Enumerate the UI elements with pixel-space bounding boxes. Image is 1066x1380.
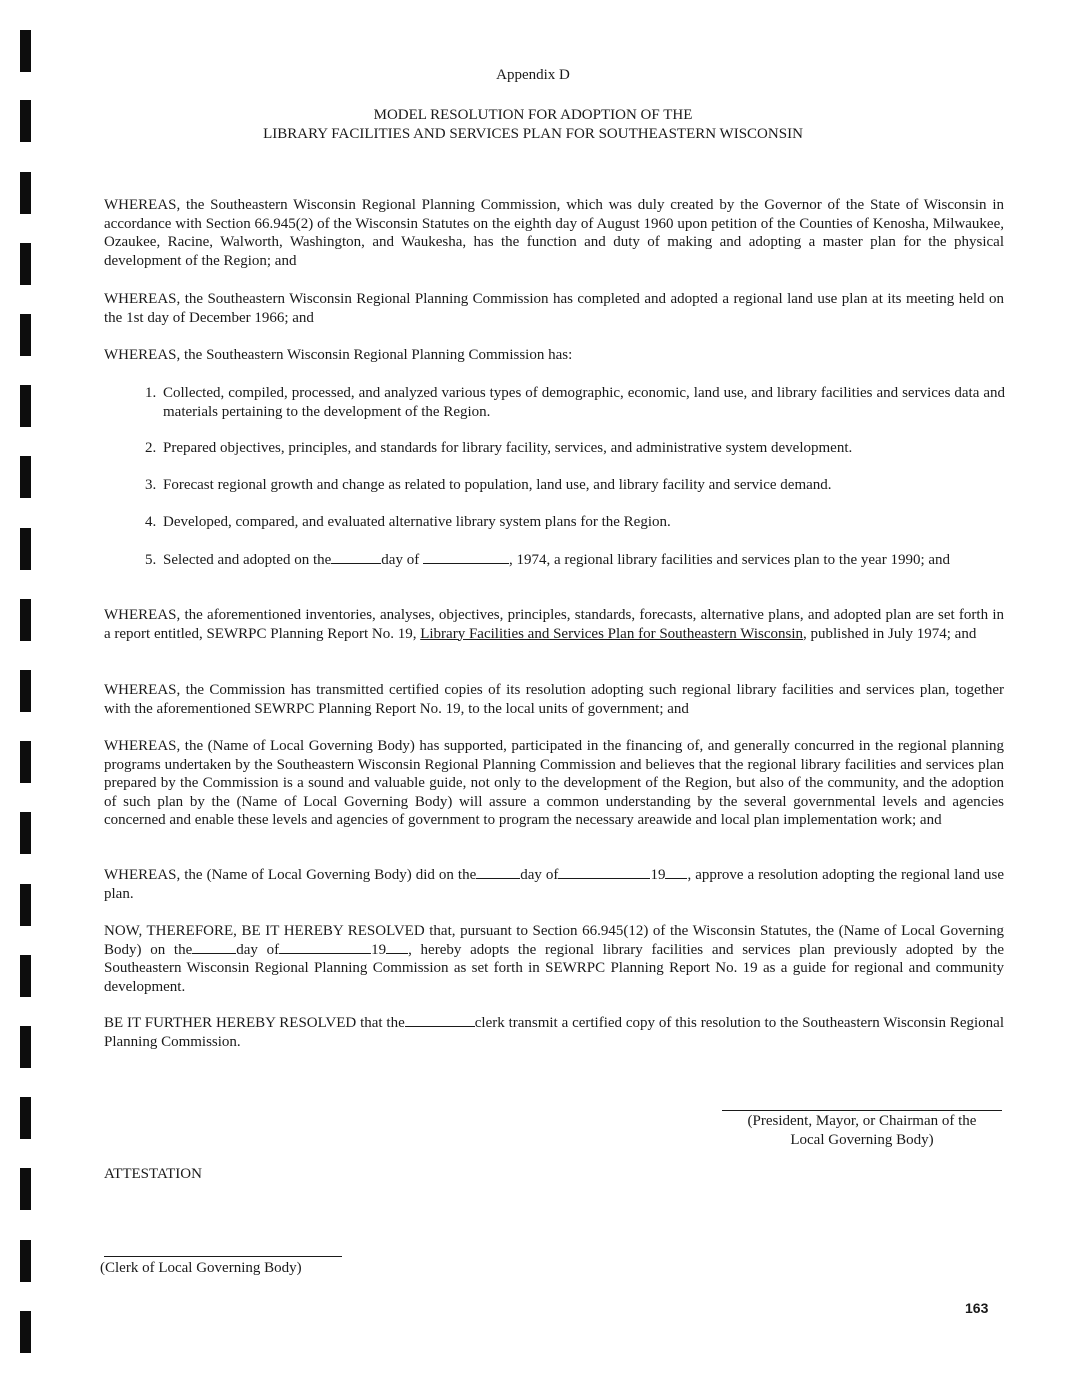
blank-field: [405, 1014, 475, 1027]
list-item-number: 5.: [145, 552, 157, 568]
binding-mark: [20, 884, 31, 926]
list-item-number: 2.: [145, 440, 157, 456]
binding-mark: [20, 670, 31, 712]
list-item: [145, 513, 1005, 532]
binding-mark: [20, 30, 31, 72]
page-number: 163: [965, 1300, 989, 1316]
blank-field: [331, 551, 381, 564]
list-item: [145, 439, 1005, 458]
list-item-number: 4.: [145, 514, 157, 530]
list-item-text: Selected and adopted on the day of , 1974, a regional library facilities and services plan to the year 1990; and: [163, 552, 951, 568]
appendix-label: Appendix D: [496, 67, 570, 83]
list-item-text: Prepared objectives, principles, and standards for library facility, services, and administrative system development.: [163, 440, 853, 456]
report-title: Library Facilities and Services Plan for Southeastern Wisconsin: [420, 625, 804, 642]
blank-field: [192, 941, 236, 954]
signature-line-president: [722, 1110, 1002, 1111]
whereas-paragraph-1: WHEREAS, the Southeastern Wisconsin Regional Planning Commission, which was duly created by the Governor of the State of Wisconsin in accordance with Section 66.945(2) of the Wisconsin Statutes on the eighth day of August 1960 upon petition of the Counties of Kenosha, Milwaukee, Ozaukee, Racine, Walworth, Washington, and Waukesha, has the function and duty of making and adopting a master plan for the physical development of the Region; and: [104, 197, 1004, 269]
further-resolved-paragraph: BE IT FURTHER HEREBY RESOLVED that the clerk transmit a certified copy of this resolution to the Southeastern Wisconsin Regional Planning Commission.: [104, 1015, 1004, 1050]
binding-mark: [20, 599, 31, 641]
list-item-text: Forecast regional growth and change as related to population, land use, and library facility and service demand.: [163, 477, 832, 493]
binding-mark: [20, 955, 31, 997]
binding-mark: [20, 456, 31, 498]
blank-field: [665, 866, 687, 879]
blank-field: [386, 941, 408, 954]
list-item-text: Collected, compiled, processed, and analyzed various types of demographic, economic, land use, and library facilities and services data and materials pertaining to the development of the Region.: [163, 385, 1005, 420]
binding-mark: [20, 528, 31, 570]
signature-line-clerk: [104, 1256, 342, 1257]
binding-mark: [20, 812, 31, 854]
blank-field: [279, 941, 371, 954]
list-item: [145, 384, 1005, 421]
document-title-line1: MODEL RESOLUTION FOR ADOPTION OF THE: [373, 107, 693, 123]
list-item-text: Developed, compared, and evaluated alternative library system plans for the Region.: [163, 514, 671, 530]
list-item-number: 1.: [145, 385, 157, 401]
whereas-paragraph-5: WHEREAS, the Commission has transmitted certified copies of its resolution adopting such regional library facilities and services plan, together with the aforementioned SEWRPC Planning Report No. 19, to the local units of government; and: [104, 682, 1004, 717]
binding-mark: [20, 385, 31, 427]
blank-field: [423, 551, 509, 564]
attestation-heading: ATTESTATION: [104, 1166, 202, 1182]
list-item: [145, 551, 1005, 570]
signature-label-clerk: (Clerk of Local Governing Body): [100, 1260, 302, 1276]
whereas-paragraph-2: WHEREAS, the Southeastern Wisconsin Regional Planning Commission has completed and adopted a regional land use plan at its meeting held on the 1st day of December 1966; and: [104, 291, 1004, 326]
whereas-paragraph-6: WHEREAS, the (Name of Local Governing Body) has supported, participated in the financing of, and generally concurred in the regional planning programs undertaken by the Southeastern Wisconsin Regional Planning Commission and believes that the regional library facilities and services plan prepared by the Commission is a sound and valuable guide, not only to the development of the Region, but also of the community, and the adoption of such plan by the (Name of Local Governing Body) will assure a common understanding by the several governmental levels and agencies concerned and enable these levels and agencies of government to program the necessary areawide and local plan implementation work; and: [104, 738, 1004, 828]
binding-mark: [20, 1168, 31, 1210]
binding-mark: [20, 172, 31, 214]
signature-label-president: (President, Mayor, or Chairman of the Local Governing Body): [747, 1113, 977, 1148]
binding-mark: [20, 1240, 31, 1282]
binding-mark: [20, 314, 31, 356]
binding-mark: [20, 1097, 31, 1139]
binding-mark: [20, 1311, 31, 1353]
document-title-line2: LIBRARY FACILITIES AND SERVICES PLAN FOR SOUTHEASTERN WISCONSIN: [263, 126, 803, 142]
whereas-paragraph-3: WHEREAS, the Southeastern Wisconsin Regional Planning Commission has:: [104, 347, 573, 363]
binding-mark: [20, 1026, 31, 1068]
whereas-paragraph-4: WHEREAS, the aforementioned inventories, analyses, objectives, principles, standards, forecasts, alternative plans, and adopted plan are set forth in a report entitled, SEWRPC Planning Report No. 19, Library Facilities and Services Plan for Southeastern Wisconsin, published in July 1974; and: [104, 607, 1004, 642]
blank-field: [558, 866, 650, 879]
list-item: [145, 476, 1005, 495]
whereas-paragraph-7: WHEREAS, the (Name of Local Governing Body) did on the day of 19 , approve a resolution adopting the regional land use plan.: [104, 867, 1005, 902]
list-item-number: 3.: [145, 477, 157, 493]
blank-field: [476, 866, 520, 879]
resolved-paragraph: NOW, THEREFORE, BE IT HEREBY RESOLVED that, pursuant to Section 66.945(12) of the Wisconsin Statutes, the (Name of Local Governing Body) on the day of 19 , hereby adopts the regional library facilities and services plan previously adopted by the Southeastern Wisconsin Regional Planning Commission as set forth in SEWRPC Planning Report No. 19 as a guide for regional and community development.: [104, 923, 1004, 995]
binding-mark: [20, 243, 31, 285]
binding-mark: [20, 741, 31, 783]
